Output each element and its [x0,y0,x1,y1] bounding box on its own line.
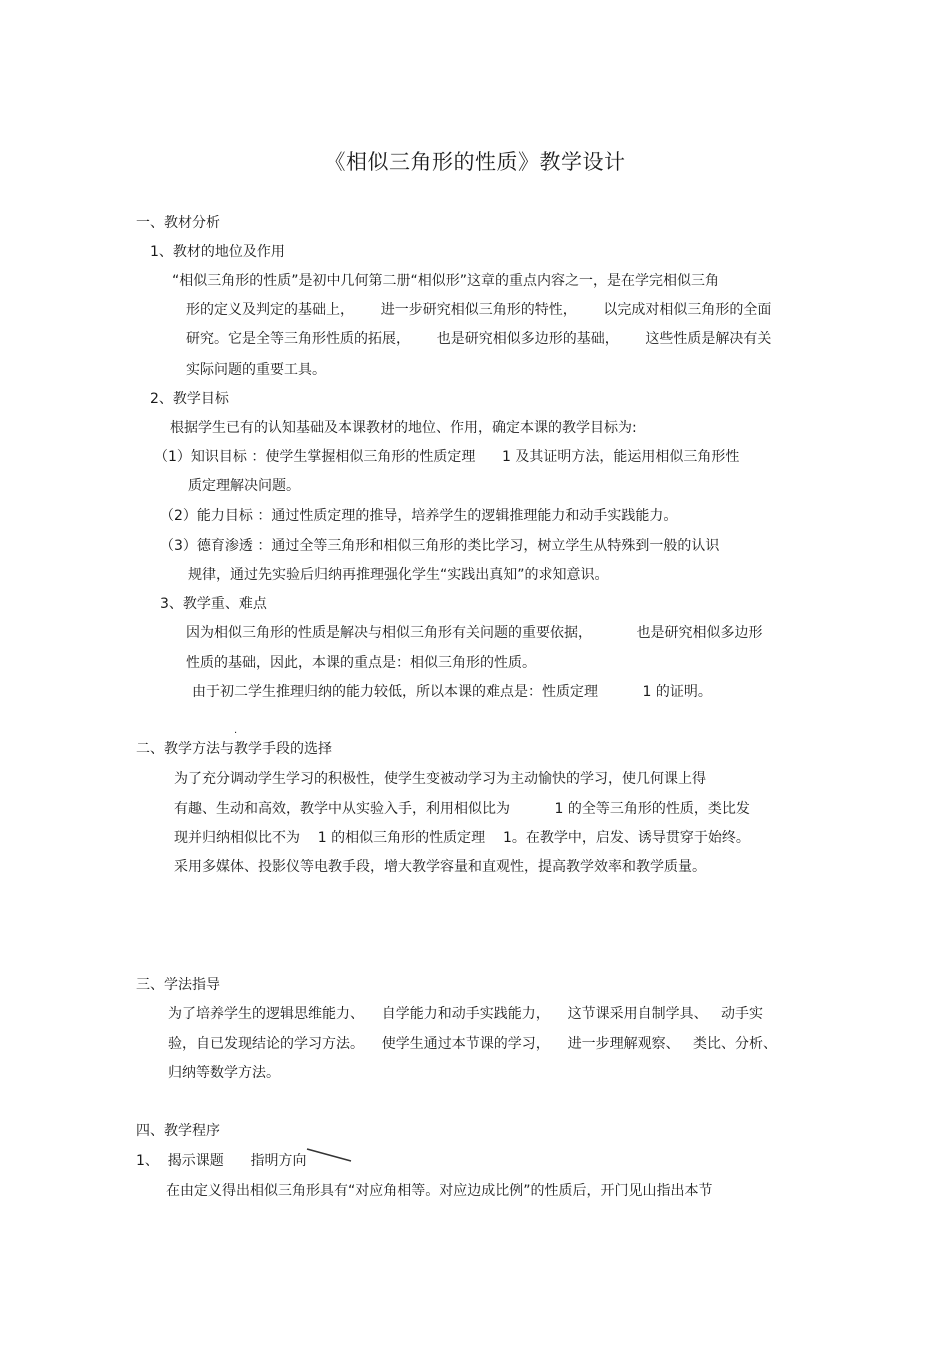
paragraph-line: 实际问题的重要工具。 [186,362,326,378]
stray-dot: · [234,728,238,739]
paragraph-line: 归纳等数学方法。 [168,1065,280,1081]
paragraph-line: 在由定义得出相似三角形具有“对应角相等。对应边成比例”的性质后，开门见山指出本节 [166,1183,713,1199]
subsection-heading: 2、教学目标 [150,391,229,407]
section-heading: 四、教学程序 [136,1123,220,1139]
section-heading: 三、学法指导 [136,977,220,993]
subsection-heading: 1、教材的地位及作用 [150,244,285,260]
section-heading: 二、教学方法与教学手段的选择 [136,741,332,757]
paragraph-line: 因为相似三角形的性质是解决与相似三角形有关问题的重要依据， 也是研究相似多边形 [186,625,763,641]
paragraph-line: 现并归纳相似比不为 1 的相似三角形的性质定理 1。在教学中，启发、诱导贯穿于始终。 [174,830,750,846]
pen-stroke-mark [305,1146,355,1166]
paragraph-line: 形的定义及判定的基础上， 进一步研究相似三角形的特性， 以完成对相似三角形的全面 [186,302,772,318]
paragraph-line: 性质的基础，因此，本课的重点是：相似三角形的性质。 [186,655,536,671]
subsection-heading: 1、 揭示课题 指明方向 [136,1153,307,1169]
paragraph-line: 由于初二学生推理归纳的能力较低，所以本课的难点是：性质定理 1 的证明。 [192,684,712,700]
paragraph-line: 规律，通过先实验后归纳再推理强化学生“实践出真知”的求知意识。 [188,567,609,583]
section-heading: 一、教材分析 [136,215,220,231]
paragraph-line: 为了培养学生的逻辑思维能力、 自学能力和动手实践能力， 这节课采用自制学具、 动手实 [168,1006,763,1022]
paragraph-line: “相似三角形的性质”是初中几何第二册“相似形”这章的重点内容之一，是在学完相似三角 [172,273,720,289]
paragraph-line: 研究。它是全等三角形性质的拓展， 也是研究相似多边形的基础， 这些性质是解决有关 [186,331,772,347]
paragraph-line: 为了充分调动学生学习的积极性，使学生变被动学习为主动愉快的学习，使几何课上得 [174,771,706,787]
paragraph-line: 验，自已发现结论的学习方法。 使学生通过本节课的学习， 进一步理解观察、 类比、分析、 [168,1036,777,1052]
document-title: 《相似三角形的性质》教学设计 [324,150,626,174]
paragraph-line: 根据学生已有的认知基础及本课教材的地位、作用，确定本课的教学目标为: [170,420,637,436]
paragraph-line: 有趣、生动和高效，教学中从实验入手，利用相似比为 1 的全等三角形的性质，类比发 [174,801,750,817]
paragraph-line: 采用多媒体、投影仪等电教手段，增大教学容量和直观性，提高教学效率和教学质量。 [174,859,706,875]
subsection-heading: 3、教学重、难点 [160,596,267,612]
paragraph-line: （2）能力目标 ：通过性质定理的推导，培养学生的逻辑推理能力和动手实践能力。 [160,508,678,524]
paragraph-line: （1）知识目标 ：使学生掌握相似三角形的性质定理 1 及其证明方法，能运用相似三角形性 [154,449,740,465]
paragraph-line: （3）德育渗透 ：通过全等三角形和相似三角形的类比学习，树立学生从特殊到一般的认识 [160,538,720,554]
paragraph-line: 质定理解决问题。 [188,478,300,494]
